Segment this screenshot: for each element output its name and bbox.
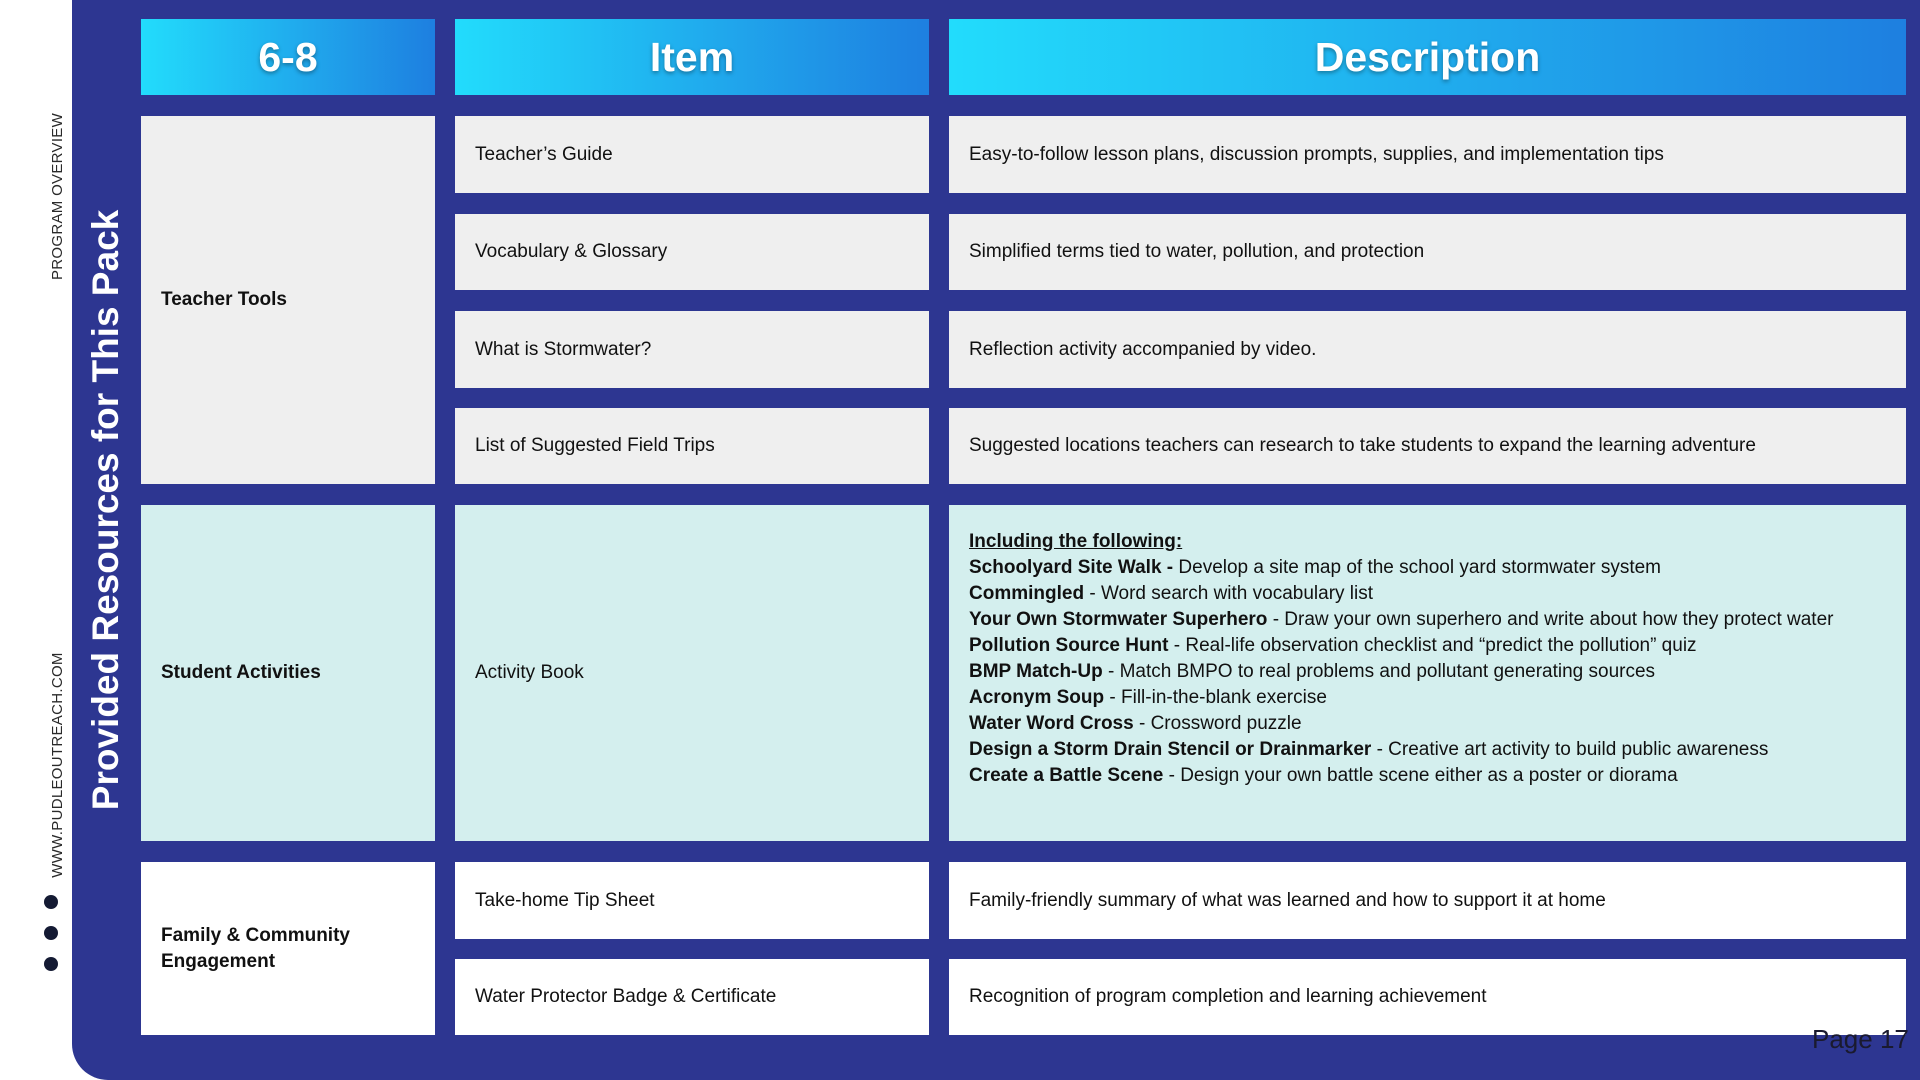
description-cell: Recognition of program completion and learning achievement bbox=[949, 959, 1906, 1035]
activity-entry: Schoolyard Site Walk - Develop a site map of the school yard stormwater system bbox=[969, 557, 1661, 578]
item-cell: What is Stormwater? bbox=[455, 311, 929, 388]
description-cell: Family-friendly summary of what was learned and how to support it at home bbox=[949, 862, 1906, 939]
header-grade: 6-8 bbox=[141, 19, 435, 95]
item-cell: Teacher’s Guide bbox=[455, 116, 929, 193]
category-family-community: Family & Community Engagement bbox=[141, 862, 435, 1035]
header-item: Item bbox=[455, 19, 929, 95]
item-cell: Vocabulary & Glossary bbox=[455, 214, 929, 290]
item-cell: Activity Book bbox=[455, 505, 929, 841]
activity-entry: Acronym Soup - Fill-in-the-blank exercise bbox=[969, 687, 1327, 708]
activity-list bbox=[949, 505, 1906, 841]
activity-entry: Your Own Stormwater Superhero - Draw your own superhero and write about how they protect water bbox=[969, 609, 1834, 630]
description-cell: Suggested locations teachers can research to take students to expand the learning adventure bbox=[949, 408, 1906, 484]
item-cell: Water Protector Badge & Certificate bbox=[455, 959, 929, 1035]
activity-list-heading: Including the following: bbox=[969, 531, 1183, 552]
item-cell: List of Suggested Field Trips bbox=[455, 408, 929, 484]
activity-entry: Create a Battle Scene - Design your own battle scene either as a poster or diorama bbox=[969, 765, 1678, 786]
side-label-program-overview bbox=[50, 114, 66, 280]
description-cell: Reflection activity accompanied by video. bbox=[949, 311, 1906, 388]
decorative-dot bbox=[44, 926, 58, 940]
page-title: Provided Resources for This Pack bbox=[85, 209, 126, 811]
header-description: Description bbox=[949, 19, 1906, 95]
description-cell: Easy-to-follow lesson plans, discussion prompts, supplies, and implementation tips bbox=[949, 116, 1906, 193]
side-label-website bbox=[50, 650, 66, 880]
category-teacher-tools: Teacher Tools bbox=[141, 116, 435, 484]
website-text: WWW.PUDLEOUTREACH.COM bbox=[49, 652, 66, 878]
activity-entry: Water Word Cross - Crossword puzzle bbox=[969, 713, 1302, 734]
activity-entry: Design a Storm Drain Stencil or Drainmarker - Creative art activity to build public awareness bbox=[969, 739, 1769, 760]
activity-entry: Commingled - Word search with vocabulary list bbox=[969, 583, 1374, 604]
activity-entry: Pollution Source Hunt - Real-life observation checklist and “predict the pollution” quiz bbox=[969, 635, 1697, 656]
decorative-dot bbox=[44, 957, 58, 971]
vertical-title bbox=[86, 200, 126, 820]
program-overview-text: PROGRAM OVERVIEW bbox=[49, 112, 66, 280]
activity-entry: BMP Match-Up - Match BMPO to real problems and pollutant generating sources bbox=[969, 661, 1656, 682]
page-number: Page 17 bbox=[1812, 1024, 1909, 1054]
decorative-dot bbox=[44, 895, 58, 909]
category-student-activities: Student Activities bbox=[141, 505, 435, 841]
description-cell: Simplified terms tied to water, pollution, and protection bbox=[949, 214, 1906, 290]
item-cell: Take-home Tip Sheet bbox=[455, 862, 929, 939]
